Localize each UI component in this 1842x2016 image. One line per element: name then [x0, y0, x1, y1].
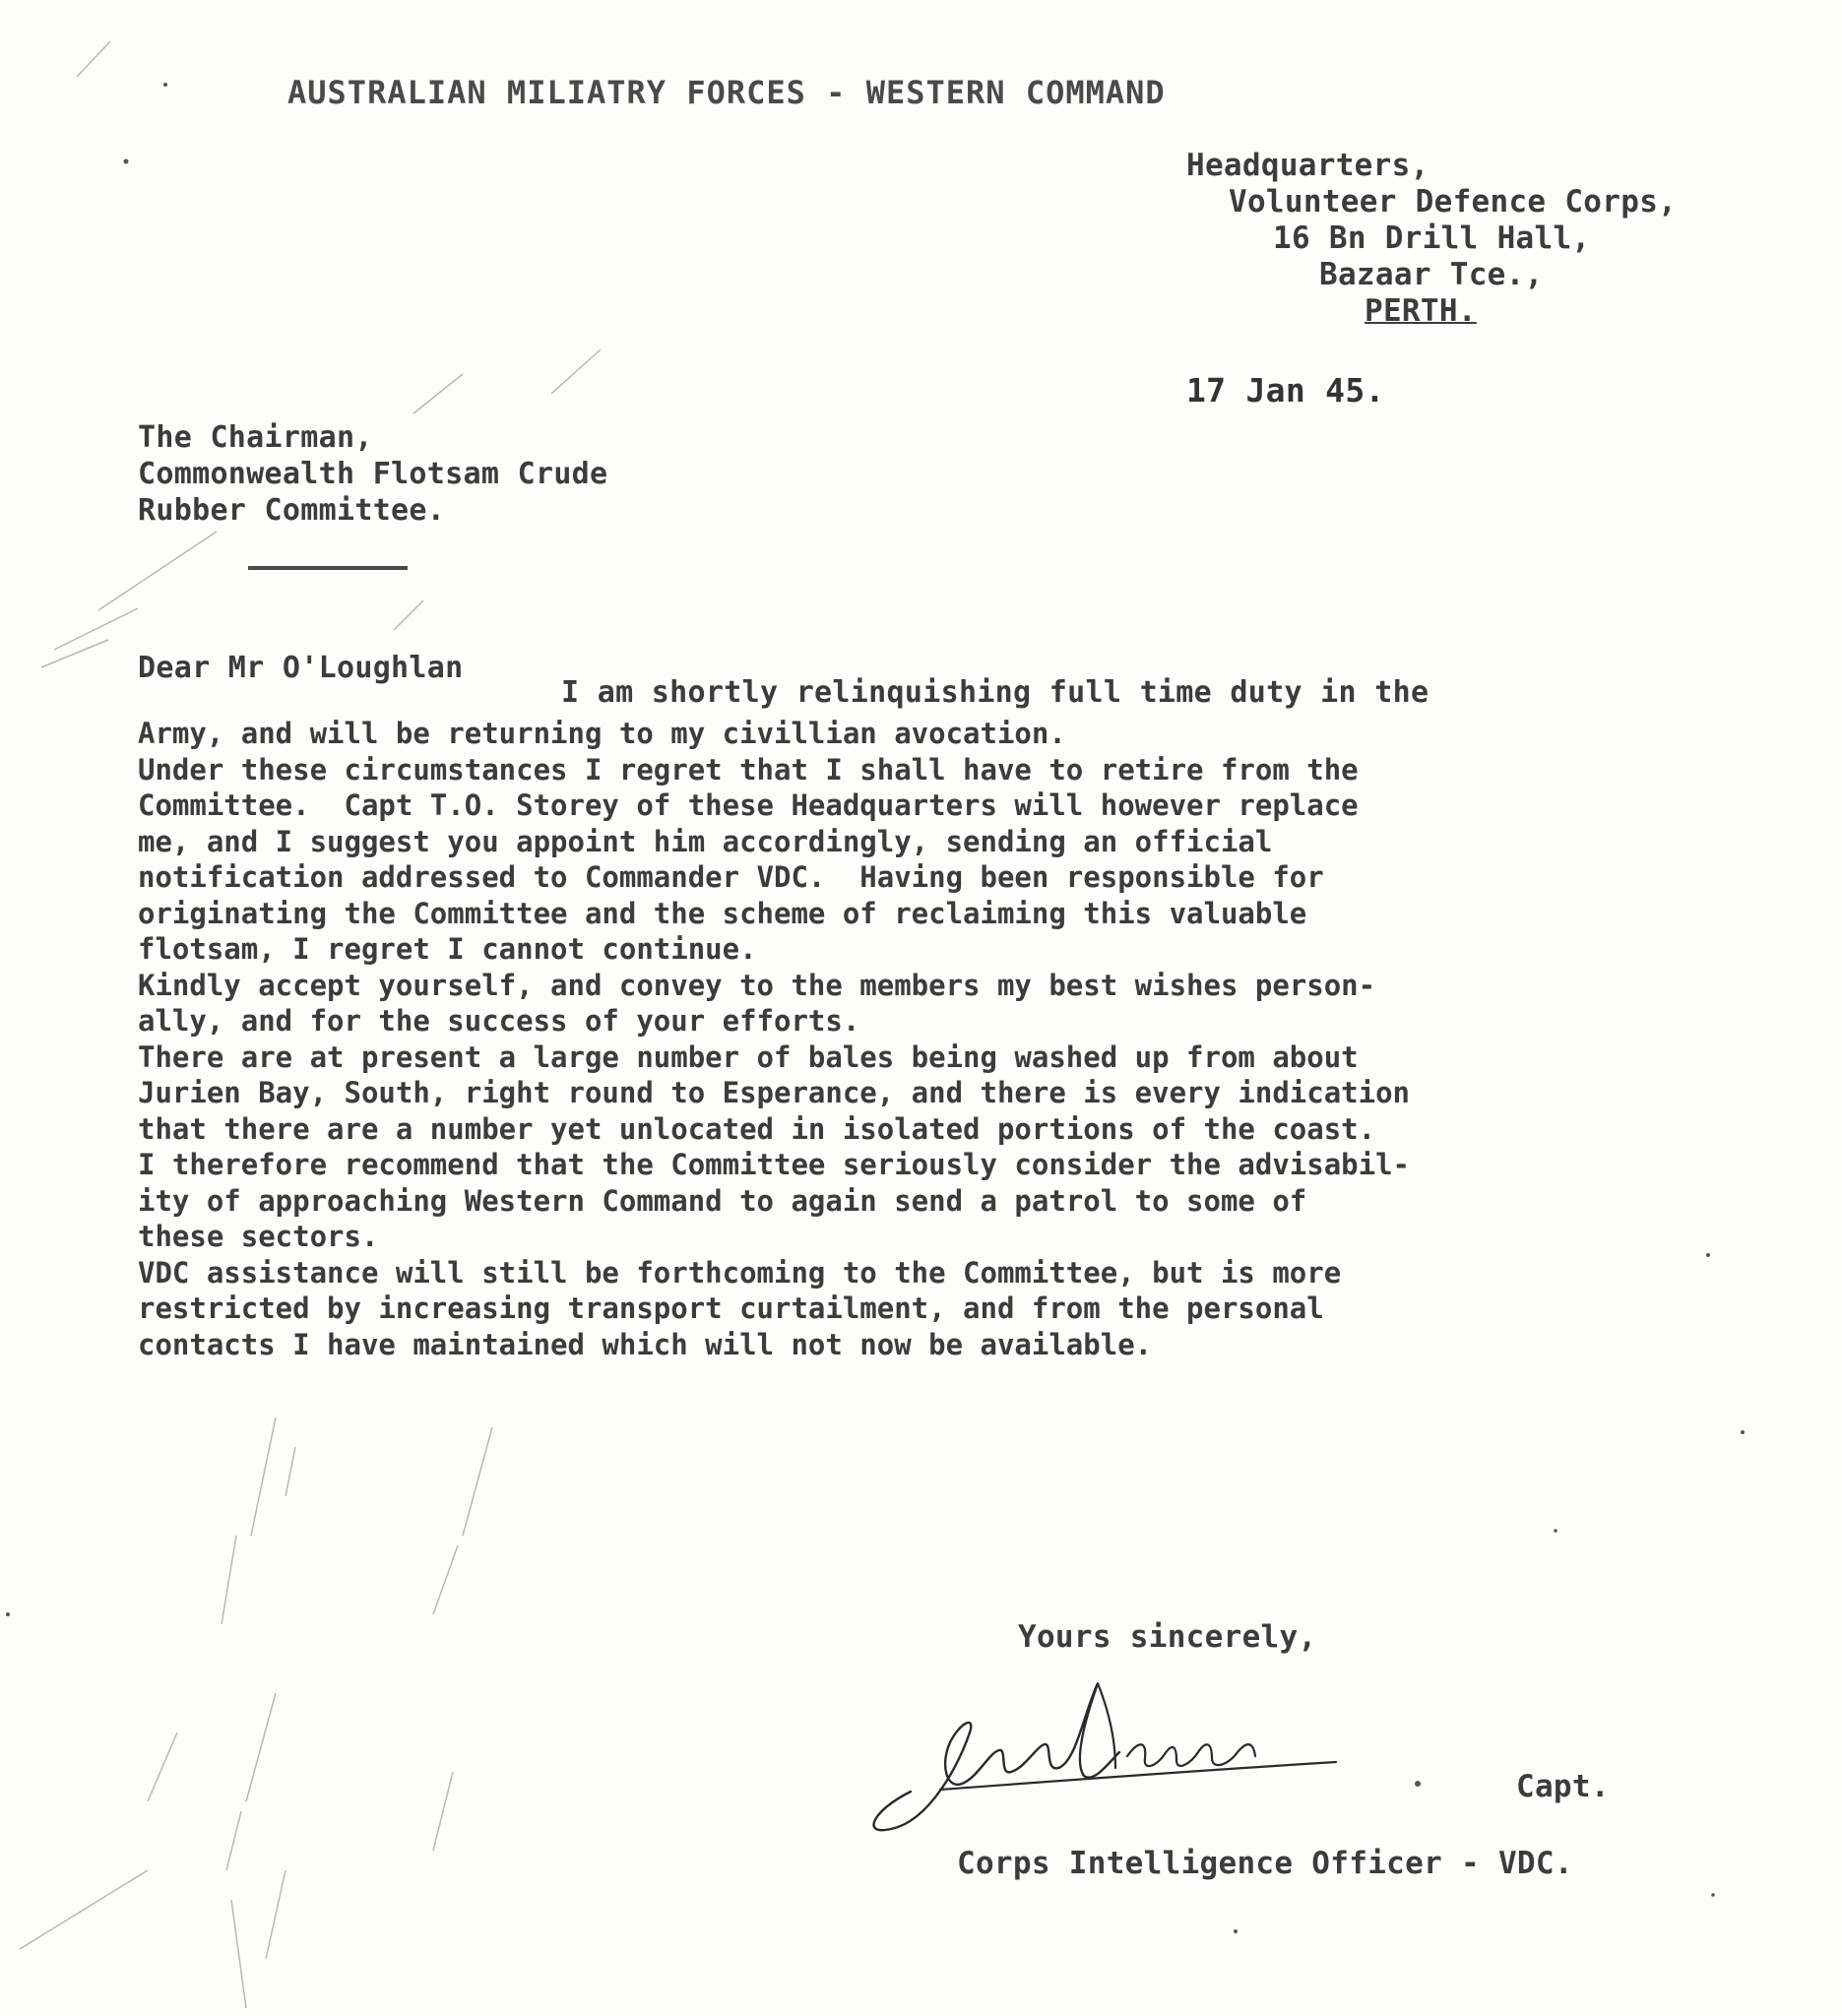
address-line: Bazaar Tce., — [1319, 257, 1544, 292]
body-line: these sectors. — [138, 1220, 379, 1253]
body-line: There are at present a large number of bales being washed up from about — [138, 1040, 1359, 1074]
signatory-rank: Capt. — [1516, 1769, 1610, 1804]
address-line: Volunteer Defence Corps, — [1229, 184, 1678, 220]
signatory-title: Corps Intelligence Officer - VDC. — [957, 1846, 1573, 1881]
body-line: contacts I have maintained which will not now be available. — [138, 1327, 1153, 1361]
body-line: me, and I suggest you appoint him accordingly, sending an official — [138, 824, 1273, 858]
body-line: Army, and will be returning to my civillian avocation. — [138, 717, 1066, 750]
letter-body — [138, 716, 1410, 1362]
recipient-line: The Chairman, — [138, 420, 373, 455]
recipient-line: Rubber Committee. — [138, 493, 446, 528]
address-city: PERTH. — [1365, 293, 1477, 329]
letter-date: 17 Jan 45. — [1186, 371, 1385, 410]
address-line: 16 Bn Drill Hall, — [1273, 220, 1591, 256]
body-line: Kindly accept yourself, and convey to the members my best wishes person- — [138, 968, 1376, 1002]
divider-rule — [248, 566, 408, 570]
body-line: ally, and for the success of your efforts. — [138, 1004, 860, 1038]
body-line: restricted by increasing transport curtailment, and from the personal — [138, 1292, 1324, 1325]
body-first-line: I am shortly relinquishing full time duty in the — [561, 675, 1429, 710]
body-line: notification addressed to Commander VDC. Having been responsible for — [138, 860, 1324, 894]
body-line: I therefore recommend that the Committee seriously consider the advisabil- — [138, 1148, 1411, 1181]
body-line: that there are a number yet unlocated in isolated portions of the coast. — [138, 1111, 1376, 1146]
body-line: flotsam, I regret I cannot continue. — [138, 932, 757, 966]
handwritten-signature — [852, 1673, 1344, 1841]
letterhead: AUSTRALIAN MILIATRY FORCES - WESTERN COMMAND — [287, 74, 1166, 111]
closing: Yours sincerely, — [1018, 1619, 1317, 1655]
body-line: Committee. Capt T.O. Storey of these Headquarters will however replace — [138, 788, 1359, 822]
body-line: ity of approaching Western Command to again send a patrol to some of — [138, 1183, 1307, 1218]
body-line: VDC assistance will still be forthcoming to the Committee, but is more — [138, 1255, 1342, 1290]
salutation: Dear Mr O'Loughlan — [138, 651, 464, 685]
recipient-line: Commonwealth Flotsam Crude — [138, 457, 608, 491]
address-line: Headquarters, — [1186, 148, 1429, 183]
body-line: originating the Committee and the scheme of reclaiming this valuable — [138, 896, 1307, 930]
body-line: Under these circumstances I regret that I shall have to retire from the — [138, 752, 1359, 787]
body-line: Jurien Bay, South, right round to Esperance, and there is every indication — [138, 1076, 1411, 1109]
